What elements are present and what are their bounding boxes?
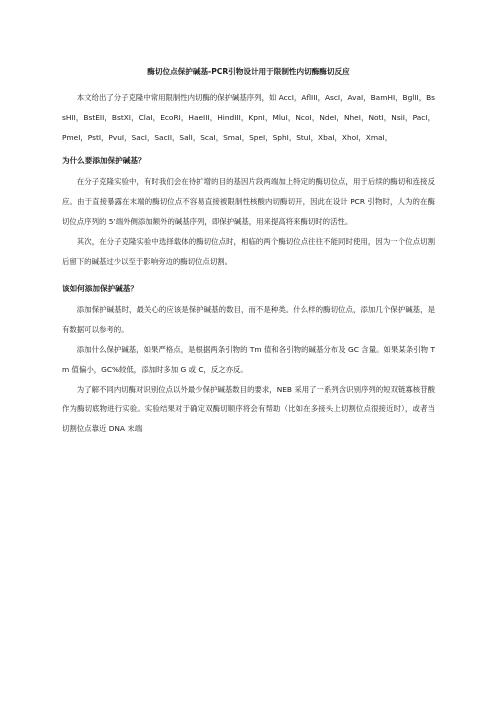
body-paragraph: 为了解不同内切酶对识别位点以外最少保护碱基数目的要求，NEB 采用了一系列含识别序列的短双链寡核苷酸作为酶切底物进行实验。实验结果对于确定双酶切顺序将会有帮助（比如在多接头上切割位点很接近时），或者当切割位点靠近 DNA 末端 bbox=[62, 384, 435, 434]
body-paragraph: 添加保护碱基时，最关心的应该是保护碱基的数目，而不是种类。什么样的酶切位点，添加几个保护碱基，是有数据可以参考的。 bbox=[62, 305, 435, 335]
intro-paragraph: 本文给出了分子克隆中常用限制性内切酶的保护碱基序列，如 AccI，AflIII，AscI，AvaI，BamHI，BglII，BssHII，BstEII，BstXI，ClaI，EcoRI，HaeIII，HindIII，KpnI，MluI，NcoI，NdeI，NheI，NotI，NsiI，PacI，PmeI，PstI，PvuI，SacI，SacII，SalI，ScaI，SmaI，SpeI，SphI，StuI，XbaI，XhoI，XmaI， bbox=[62, 93, 436, 142]
body-paragraph: 添加什么保护碱基，如果严格点，是根据两条引物的 Tm 值和各引物的碱基分布及 GC 含量。如果某条引物 Tm 值偏小，GC%较低，添加时多加 G 或 C，反之亦反。 bbox=[62, 344, 435, 374]
spacer bbox=[62, 147, 435, 155]
spacer bbox=[62, 271, 435, 283]
body-paragraph: 在分子克隆实验中，有时我们会在待扩增的目的基因片段两端加上特定的酶切位点，用于后续的酶切和连接反应。由于直接暴露在末端的酶切位点不容易直接被限制性核酸内切酶切开，因此在设计 PCR 引物时，人为的在酶切位点序列的 5’端外侧添加额外的碱基序列，即保护碱基，用来提高将来酶切时的活性。 bbox=[62, 177, 435, 226]
document-page bbox=[62, 66, 435, 439]
document-title: 酶切位点保护碱基-PCR引物设计用于限制性内切酶酶切反应 bbox=[147, 67, 350, 76]
body-paragraph: 其次，在分子克隆实验中选择载体的酶切位点时，相临的两个酶切位点往往不能同时使用，因为一个位点切割后留下的碱基过少以至于影响旁边的酶切位点切割。 bbox=[62, 236, 435, 266]
section-heading-why: 为什么要添加保护碱基？ bbox=[62, 156, 146, 166]
section-heading-how: 该如何添加保护碱基？ bbox=[62, 284, 138, 294]
